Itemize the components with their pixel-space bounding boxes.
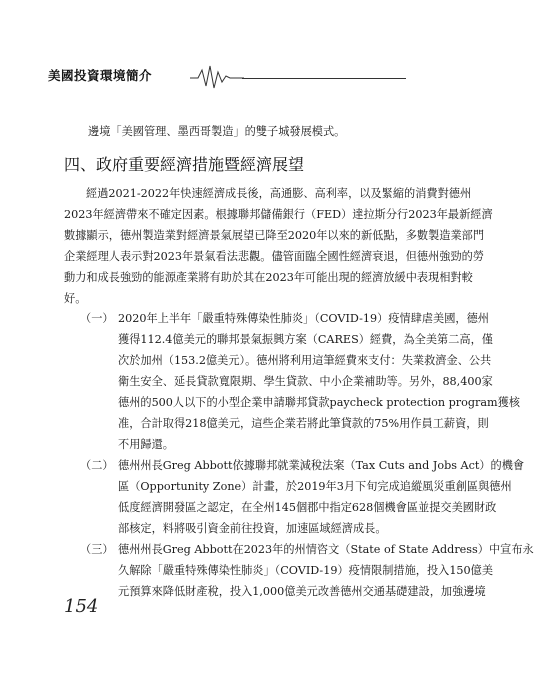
header-rule (242, 78, 406, 79)
list-item-line: 元預算來降低財產稅，投入1,000億美元改善德州交通基礎建設，加強邊境 (118, 585, 486, 598)
list-item-body (118, 308, 520, 455)
page-number: 154 (64, 596, 99, 617)
list-item-line: 低度經濟開發區之認定，在全州145個郡中指定628個機會區並提交美國財政 (118, 501, 497, 514)
list-item-line: 區（Opportunity Zone）計畫，於2019年3月下旬完成追縱風災重創區與德州 (118, 480, 512, 493)
section-paragraph (64, 182, 493, 308)
list-item-line: 德州的500人以下的小型企業申請聯邦貸款paycheck protection program獲核 (118, 396, 520, 409)
paragraph-line: 企業經理人表示對2023年景氣看法悲觀。儘管面臨全國性經濟衰退，但德州強勁的勞 (64, 250, 485, 263)
list-item-number: （一） (80, 312, 114, 325)
intro-continuation-line: 邊境「美國管理、墨西哥製造」的雙子城發展模式。 (88, 125, 346, 138)
list-item-number: （三） (80, 543, 114, 556)
list-item-line: 德州州長Greg Abbott在2023年的州情咨文（State of State Address）中宣布永 (118, 543, 534, 556)
list-item-number: （二） (80, 459, 114, 472)
section-heading: 四、政府重要經濟措施暨經濟展望 (64, 155, 305, 174)
paragraph-line: 動力和成長強勁的能源產業將有助於其在2023年可能出現的經濟放緩中表現相對較 (64, 271, 473, 284)
list-item-line: 久解除「嚴重特殊傳染性肺炎」（COVID-19）疫情限制措施，投入150億美 (118, 564, 494, 577)
list-item-line: 次於加州（153.2億美元）。德州將利用這筆經費來支付：失業救濟金、公共 (118, 354, 492, 367)
header-wave-ornament (190, 62, 244, 92)
paragraph-line: 數據顯示，德州製造業對經濟景氣展望已降至2020年以來的新低點，多數製造業部門 (64, 229, 485, 242)
list-item-body (118, 455, 524, 539)
paragraph-line: 2023年經濟帶來不確定因素。根據聯邦儲備銀行（FED）達拉斯分行2023年最新經濟 (64, 208, 493, 221)
paragraph-line: 好。 (64, 292, 87, 305)
list-item-line: 部核定，料將吸引資金前往投資，加速區域經濟成長。 (118, 522, 387, 535)
list-item-line: 獲得112.4億美元的聯邦景氣振興方案（CARES）經費，為全美第二高，僅 (118, 333, 493, 346)
paragraph-line: 經過2021-2022年快速經濟成長後，高通膨、高利率，以及緊縮的消費對德州 (86, 187, 472, 200)
list-item-line: 不用歸還。 (118, 438, 174, 451)
list-item-line: 2020年上半年「嚴重特殊傳染性肺炎」（COVID-19）疫情肆虐美國，德州 (118, 312, 489, 325)
running-header-title: 美國投資環境簡介 (48, 68, 153, 83)
list-item-line: 准，合計取得218億美元，這些企業若將此筆貸款的75%用作員工薪資，則 (118, 417, 489, 430)
list-item-line: 德州州長Greg Abbott依據聯邦就業減稅法案（Tax Cuts and Jobs Act）的機會 (118, 459, 525, 472)
list-item-body (118, 539, 534, 602)
list-item-line: 衛生安全、延長貸款寬限期、學生貸款、中小企業補助等。另外，88,400家 (118, 375, 493, 388)
